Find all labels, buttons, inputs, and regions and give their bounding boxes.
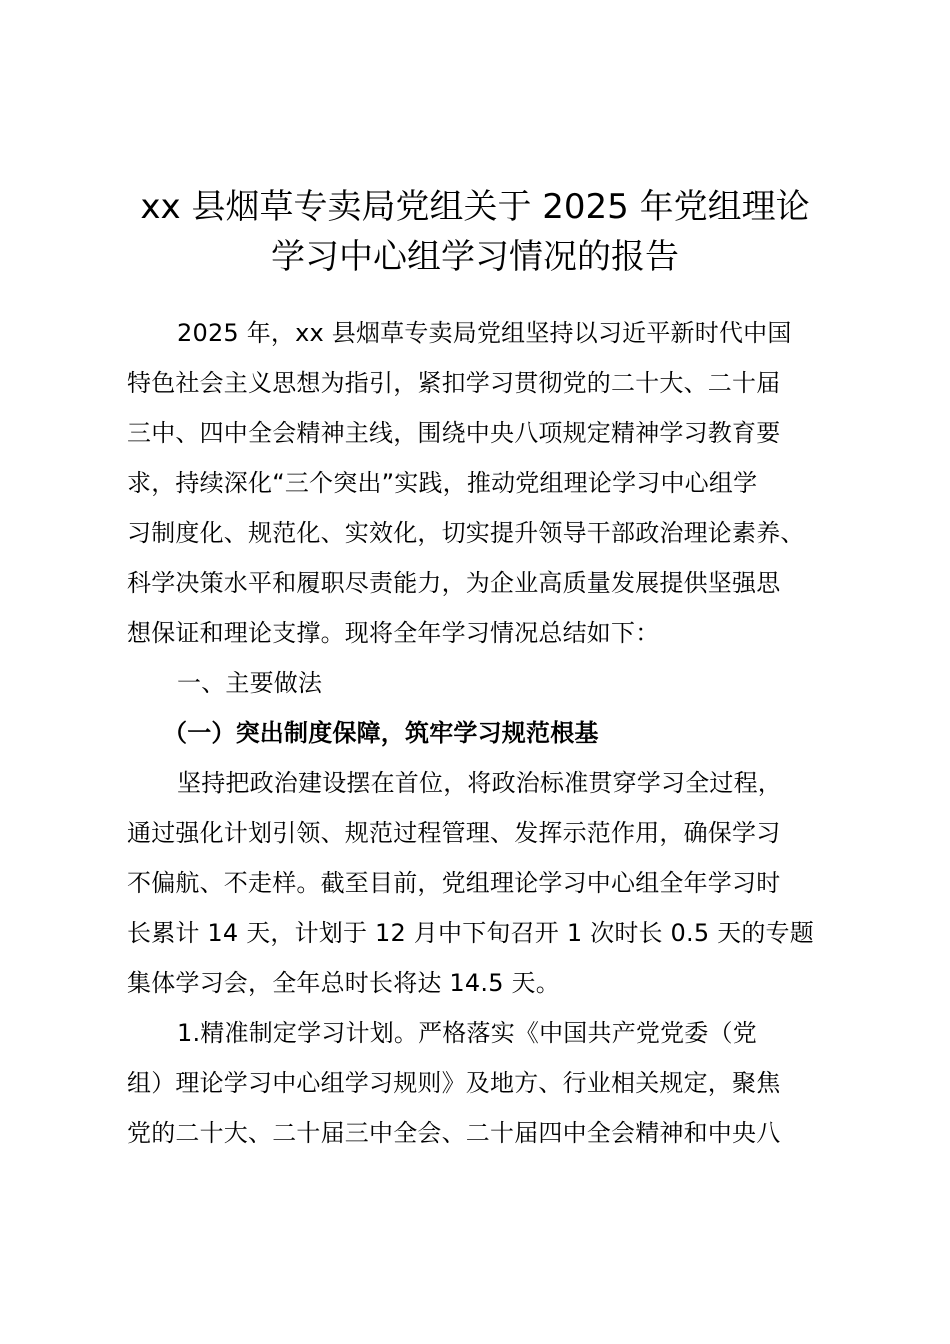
body-paragraph-1 [127,758,847,1008]
paragraph-line: 2025 年，xx 县烟草专卖局党组坚持以习近平新时代中国 [177,319,792,347]
subheading-text: （一）突出制度保障，筑牢学习规范根基 [163,719,599,747]
paragraph-line: 党的二十大、二十届三中全会、二十届四中全会精神和中央八 [127,1119,781,1147]
paragraph-line: 通过强化计划引领、规范过程管理、发挥示范作用，确保学习 [127,819,781,847]
paragraph-line: 想保证和理论支撑。现将全年学习情况总结如下： [127,619,660,647]
paragraph-line: 不偏航、不走样。截至目前，党组理论学习中心组全年学习时 [127,869,781,897]
body-paragraph-2 [127,1008,847,1158]
document-body [127,308,847,1158]
intro-paragraph [127,308,847,658]
paragraph-line: 长累计 14 天，计划于 12 月中下旬召开 1 次时长 0.5 天的专题 [127,919,814,947]
paragraph-line: 组）理论学习中心组学习规则》及地方、行业相关规定，聚焦 [127,1069,781,1097]
paragraph-line: 1.精准制定学习计划。严格落实《中国共产党党委（党 [177,1019,757,1047]
paragraph-line: 集体学习会，全年总时长将达 14.5 天。 [127,969,560,997]
section-heading-1 [127,658,847,708]
paragraph-line: 坚持把政治建设摆在首位，将政治标准贯穿学习全过程， [177,769,782,797]
paragraph-line: 求，持续深化“三个突出”实践，推动党组理论学习中心组学 [127,469,758,497]
title-line-1: xx 县烟草专卖局党组关于 2025 年党组理论 [140,187,810,227]
heading-text: 一、主要做法 [177,669,323,697]
subsection-heading-1 [127,708,847,758]
title-line-2: 学习中心组学习情况的报告 [271,237,679,277]
paragraph-line: 三中、四中全会精神主线，围绕中央八项规定精神学习教育要 [127,419,781,447]
document-title [0,182,950,282]
paragraph-line: 习制度化、规范化、实效化，切实提升领导干部政治理论素养、 [127,519,805,547]
paragraph-line: 特色社会主义思想为指引，紧扣学习贯彻党的二十大、二十届 [127,369,781,397]
paragraph-line: 科学决策水平和履职尽责能力，为企业高质量发展提供坚强思 [127,569,781,597]
